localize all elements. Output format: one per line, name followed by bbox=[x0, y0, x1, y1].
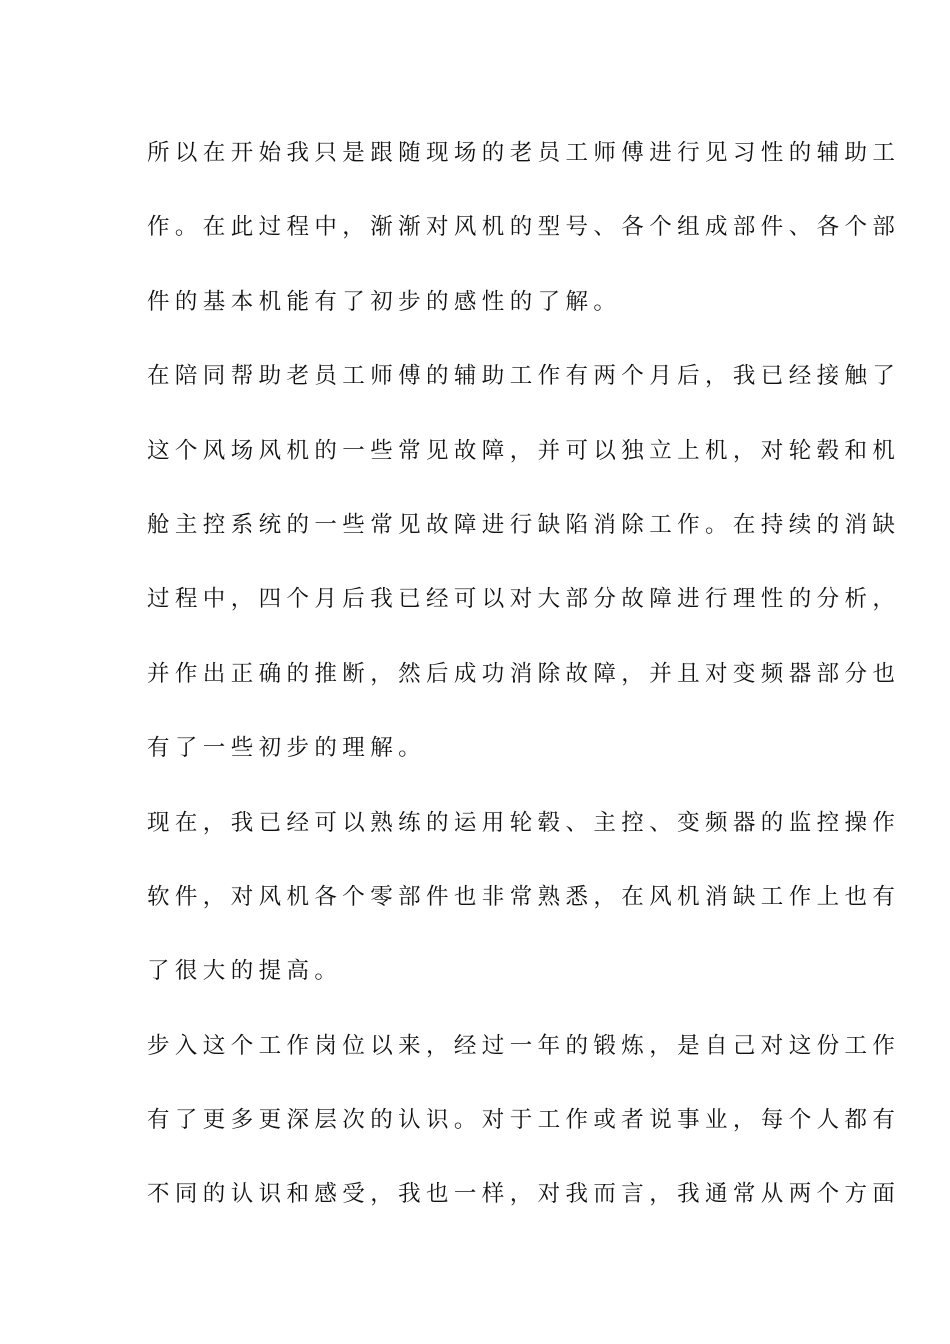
text-line: 所以在开始我只是跟随现场的老员工师傅进行见习性的辅助工 bbox=[147, 140, 901, 166]
text-line: 不同的认识和感受，我也一样，对我而言，我通常从两个方面 bbox=[147, 1181, 901, 1208]
text-line: 有了更多更深层次的认识。对于工作或者说事业，每个人都有 bbox=[147, 1107, 901, 1134]
text-line: 现在，我已经可以熟练的运用轮毂、主控、变频器的监控操作 bbox=[147, 809, 901, 836]
text-line: 舱主控系统的一些常见故障进行缺陷消除工作。在持续的消缺 bbox=[147, 511, 901, 538]
text-line: 软件，对风机各个零部件也非常熟悉，在风机消缺工作上也有 bbox=[147, 883, 901, 910]
text-line: 有了一些初步的理解。 bbox=[147, 735, 427, 762]
text-line: 过程中，四个月后我已经可以对大部分故障进行理性的分析， bbox=[147, 586, 901, 613]
text-line: 步入这个工作岗位以来，经过一年的锻炼，是自己对这份工作 bbox=[147, 1032, 901, 1059]
text-line: 这个风场风机的一些常见故障，并可以独立上机，对轮毂和机 bbox=[147, 437, 901, 464]
text-line: 并作出正确的推断，然后成功消除故障，并且对变频器部分也 bbox=[147, 660, 901, 687]
text-line: 件的基本机能有了初步的感性的了解。 bbox=[147, 288, 622, 315]
text-line: 作。在此过程中，渐渐对风机的型号、各个组成部件、各个部 bbox=[147, 214, 901, 241]
body-text bbox=[147, 133, 901, 1249]
text-line: 在陪同帮助老员工师傅的辅助工作有两个月后，我已经接触了 bbox=[147, 363, 901, 390]
text-line: 了很大的提高。 bbox=[147, 958, 343, 985]
